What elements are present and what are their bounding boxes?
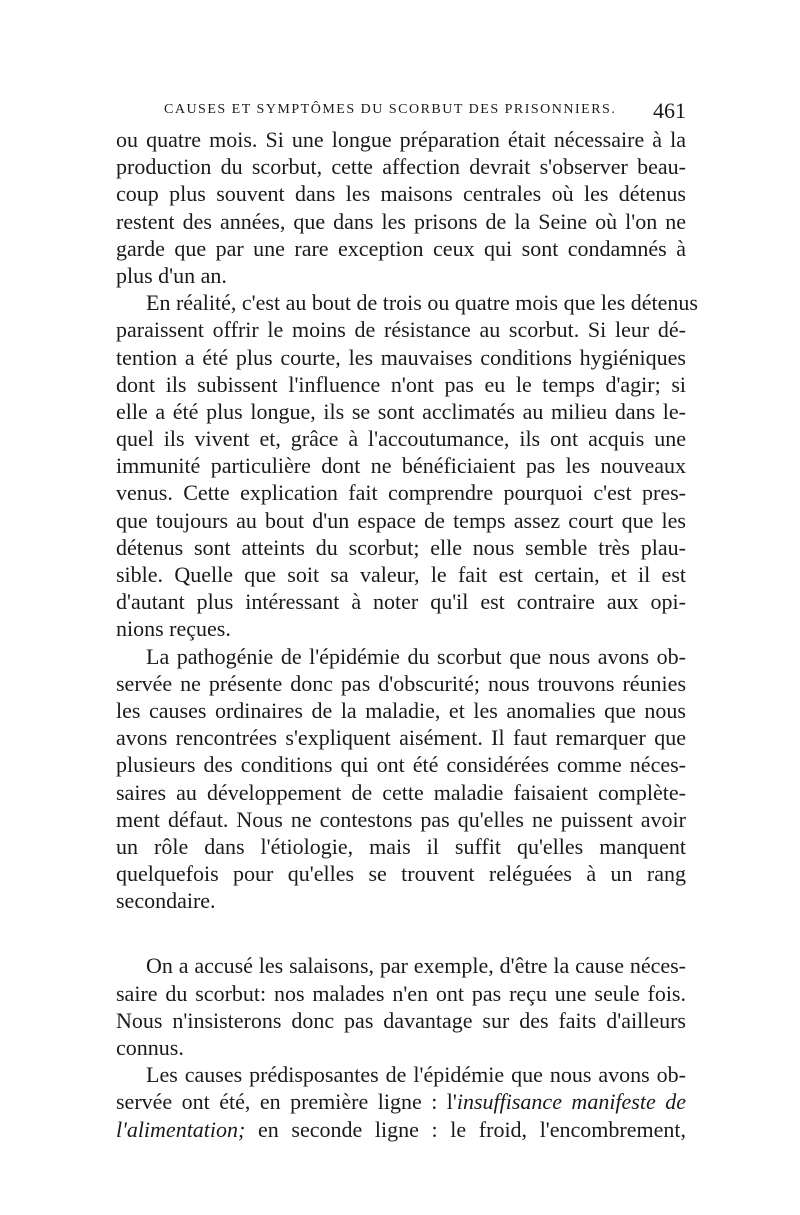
text-line: plusieurs des conditions qui ont été considérées comme néces- (116, 752, 686, 778)
text-line: quel ils vivent et, grâce à l'accoutumance, ils ont acquis une (116, 426, 686, 452)
paragraph-4 (116, 952, 686, 1061)
text-line: immunité particulière dont ne bénéficiaient pas les nouveaux (116, 453, 686, 479)
text-line: On a accusé les salaisons, par exemple, d'être la cause néces- (146, 953, 686, 979)
text-line: elle a été plus longue, ils se sont acclimatés au milieu dans le- (116, 398, 686, 424)
paragraph-gap (116, 914, 686, 952)
text-line: saires au développement de cette maladie faisaient complète- (116, 779, 686, 805)
text-line: Nous n'insisterons donc pas davantage sur des faits d'ailleurs (116, 1007, 686, 1033)
text-line: d'autant plus intéressant à noter qu'il est contraire aux opi- (116, 589, 686, 615)
text-line: nions reçues. (116, 616, 231, 642)
text-line: les causes ordinaires de la maladie, et les anomalies que nous (116, 697, 686, 723)
text-line: ment défaut. Nous ne contestons pas qu'elles ne puissent avoir (116, 806, 686, 832)
running-head (116, 98, 686, 126)
text-line: connus. (116, 1035, 184, 1060)
text-fragment: servée ont été, en première ligne : l' (116, 1089, 457, 1115)
text-line: plus d'un an. (116, 262, 227, 288)
text-line: saire du scorbut: nos malades n'en ont pas reçu une seule fois. (116, 980, 686, 1006)
text-line: restent des années, que dans les prisons de la Seine où l'on ne (116, 208, 686, 234)
text-line: En réalité, c'est au bout de trois ou quatre mois que les détenus (146, 290, 698, 316)
running-title: CAUSES ET SYMPTÔMES DU SCORBUT DES PRISONNIERS. (164, 102, 617, 117)
text-line: sible. Quelle que soit sa valeur, le fait est certain, et il est (116, 562, 686, 587)
text-line: Les causes prédisposantes de l'épidémie que nous avons ob- (146, 1062, 686, 1088)
text-line: que toujours au bout d'un espace de temps assez court que les (116, 507, 686, 533)
page-number: 461 (653, 98, 686, 123)
text-line: tention a été plus courte, les mauvaises conditions hygiéniques (116, 344, 686, 370)
paragraph-1 (116, 126, 686, 289)
text-line: coup plus souvent dans les maisons centrales où les détenus (116, 181, 686, 207)
text-line (116, 1088, 686, 1115)
text-line: venus. Cette explication fait comprendre pourquoi c'est pres- (116, 480, 686, 506)
text-line: dont ils subissent l'influence n'ont pas eu le temps d'agir; si (116, 371, 686, 397)
text-line: un rôle dans l'étiologie, mais il suffit qu'elles manquent (116, 833, 686, 859)
body-text (116, 126, 698, 1143)
paragraph-3 (116, 643, 686, 915)
paragraph-2 (116, 289, 698, 642)
paragraph-5 (116, 1061, 686, 1143)
text-line: La pathogénie de l'épidémie du scorbut que nous avons ob- (146, 643, 686, 669)
text-line: garde que par une rare exception ceux qui sont condamnés à (116, 235, 686, 261)
text-line: ou quatre mois. Si une longue préparation était nécessaire à la (116, 127, 686, 152)
text-line: quelquefois pour qu'elles se trouvent reléguées à un rang (116, 861, 686, 887)
italic-fragment: insuffisance manifeste de (456, 1089, 686, 1115)
text-line: paraissent offrir le moins de résistance au scorbut. Si leur dé- (116, 317, 686, 343)
text-line: détenus sont atteints du scorbut; elle nous semble très plau- (116, 534, 686, 560)
text-line: secondaire. (116, 888, 216, 914)
text-fragment: en seconde ligne : le froid, l'encombrement, (245, 1116, 686, 1142)
text-line (116, 1116, 686, 1143)
text-line: servée ne présente donc pas d'obscurité; nous trouvons réunies (116, 670, 686, 696)
text-line: avons rencontrées s'expliquent aisément. Il faut remarquer que (116, 725, 686, 751)
text-line: production du scorbut, cette affection devrait s'observer beau- (116, 154, 686, 180)
italic-fragment: l'alimentation; (116, 1116, 246, 1142)
